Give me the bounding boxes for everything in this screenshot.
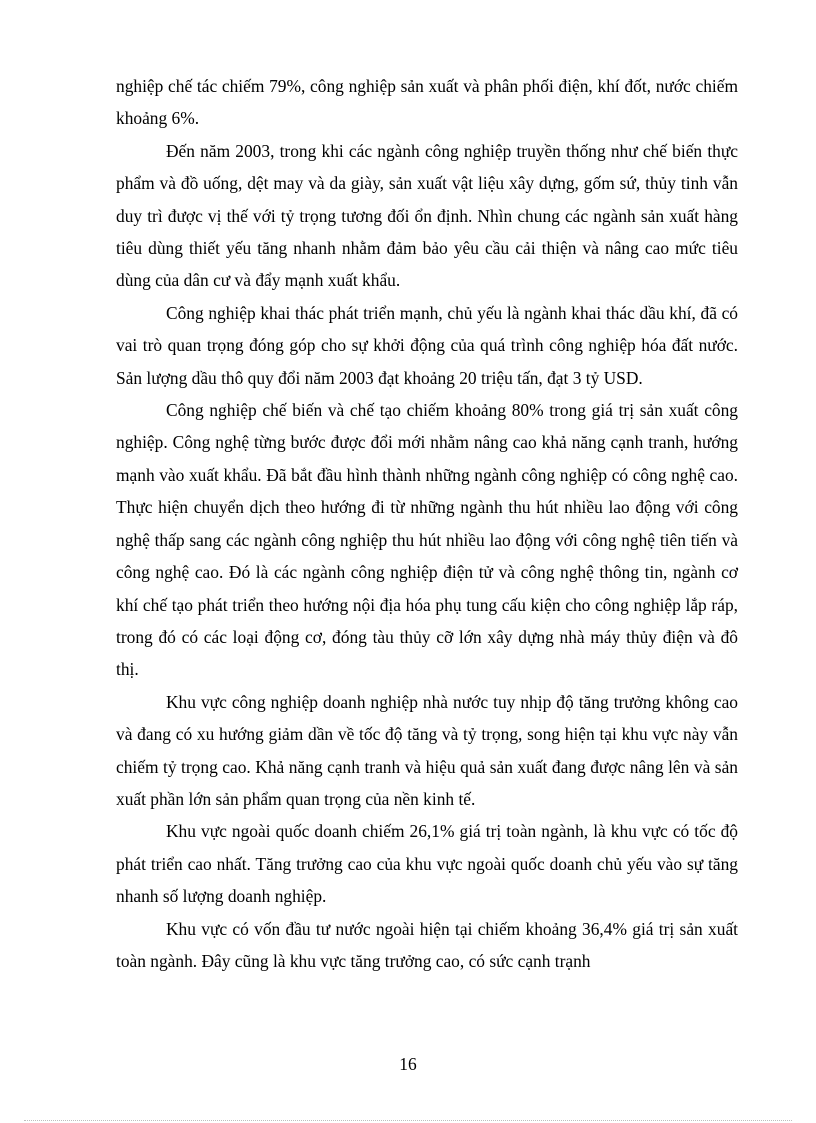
paragraph-foreign-investment-sector: Khu vực có vốn đầu tư nước ngoài hiện tại chiếm khoảng 36,4% giá trị sản xuất toàn ngành. Đây cũng là khu vực tăng trưởng cao, có sức cạnh trạnh (116, 918, 738, 971)
paragraph-continuation: nghiệp chế tác chiếm 79%, công nghiệp sản xuất và phân phối điện, khí đốt, nước chiếm khoảng 6%. (116, 76, 738, 129)
paragraph-state-owned-sector: Khu vực công nghiệp doanh nghiệp nhà nước tuy nhịp độ tăng trưởng không cao và đang có xu hướng giảm dần về tốc độ tăng và tỷ trọng, song hiện tại khu vực này vẫn chiếm tỷ trọng cao. Khả năng cạnh tranh và hiệu quả sản xuất đang được nâng lên và sản xuất phần lớn sản phẩm quan trọng của nền kinh tế. (116, 691, 738, 809)
paragraph-2003-traditional-industries: Đến năm 2003, trong khi các ngành công nghiệp truyền thống như chế biến thực phẩm và đồ uống, dệt may và da giày, sản xuất vật liệu xây dựng, gốm sứ, thủy tinh vẫn duy trì được vị thế với tỷ trọng tương đối ổn định. Nhìn chung các ngành sản xuất hàng tiêu dùng thiết yếu tăng nhanh nhằm đảm bảo yêu cầu cải thiện và nâng cao mức tiêu dùng của dân cư và đẩy mạnh xuất khẩu. (116, 140, 738, 291)
page-bottom-divider (24, 1120, 792, 1121)
page-number: 16 (399, 1054, 417, 1074)
paragraph-non-state-sector: Khu vực ngoài quốc doanh chiếm 26,1% giá trị toàn ngành, là khu vực có tốc độ phát triển cao nhất. Tăng trưởng cao của khu vực ngoài quốc doanh chủ yếu vào sự tăng nhanh số lượng doanh nghiệp. (116, 821, 738, 907)
paragraph-manufacturing-industry: Công nghiệp chế biến và chế tạo chiếm khoảng 80% trong giá trị sản xuất công nghiệp. Công nghệ từng bước được đổi mới nhằm nâng cao khả năng cạnh tranh, hướng mạnh vào xuất khẩu. Đã bắt đầu hình thành những ngành công nghiệp có công nghệ cao. Thực hiện chuyển dịch theo hướng đi từ những ngành thu hút nhiều lao động với công nghệ thấp sang các ngành công nghiệp thu hút nhiều lao động với công nghệ tiên tiến và công nghệ cao. Đó là các ngành công nghiệp điện tử và công nghệ thông tin, ngành cơ khí chế tạo phát triển theo hướng nội địa hóa phụ tung cấu kiện cho công nghiệp lắp ráp, trong đó có các loại động cơ, đóng tàu thủy cỡ lớn xây dựng nhà máy thủy điện và đô thị. (116, 400, 738, 680)
body-text (116, 70, 738, 977)
paragraph-mining-industry: Công nghiệp khai thác phát triển mạnh, chủ yếu là ngành khai thác dầu khí, đã có vai trò quan trọng đóng góp cho sự khởi động của quá trình công nghiệp hóa đất nước. Sản lượng dầu thô quy đổi năm 2003 đạt khoảng 20 triệu tấn, đạt 3 tỷ USD. (116, 302, 738, 388)
